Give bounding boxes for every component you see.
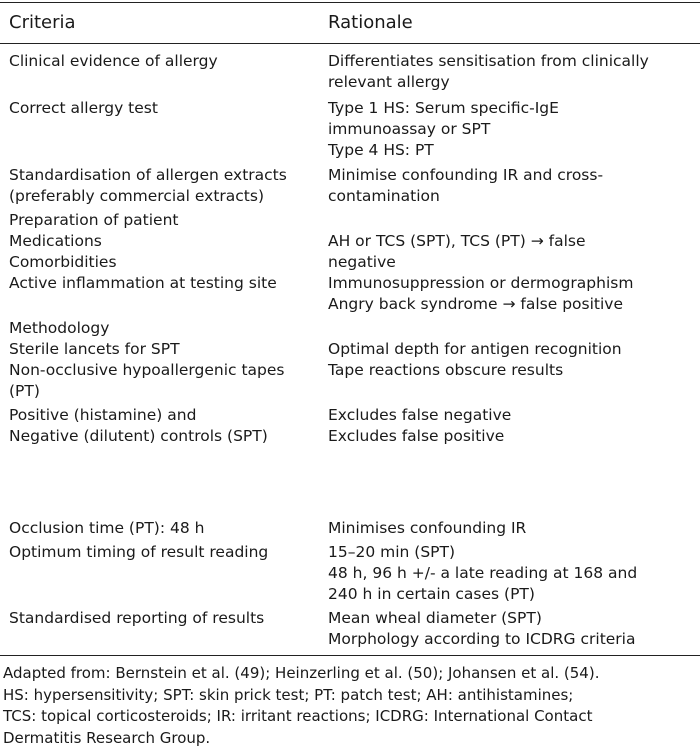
table-row-criteria: Comorbidities	[9, 253, 117, 271]
table-row-criteria: Occlusion time (PT): 48 h	[9, 519, 205, 537]
table-row-rationale: contamination	[328, 187, 440, 205]
table-row-rationale: Morphology according to ICDRG criteria	[328, 630, 636, 648]
table-row-criteria: Standardisation of allergen extracts	[9, 166, 287, 184]
footnote-line: Adapted from: Bernstein et al. (49); Heinzerling et al. (50); Johansen et al. (54).	[3, 664, 600, 682]
table-row-criteria: Correct allergy test	[9, 99, 158, 117]
table-row-rationale: Angry back syndrome → false positive	[328, 295, 623, 313]
table-row-rationale: Immunosuppression or dermographism	[328, 274, 634, 292]
table-row-rationale: Optimal depth for antigen recognition	[328, 340, 622, 358]
table-row-criteria: Sterile lancets for SPT	[9, 340, 180, 358]
table-row-rationale: Minimise confounding IR and cross-	[328, 166, 604, 184]
table-row-rationale: immunoassay or SPT	[328, 120, 491, 138]
footnote-line: HS: hypersensitivity; SPT: skin prick test; PT: patch test; AH: antihistamines;	[3, 685, 574, 704]
table-footnote	[3, 663, 699, 749]
table-row-criteria: Positive (histamine) and	[9, 406, 197, 424]
table-row-rationale: 15–20 min (SPT)	[328, 543, 456, 561]
footnote-line: Dermatitis Research Group.	[3, 728, 211, 747]
table-row-criteria: Active inflammation at testing site	[9, 274, 277, 292]
table-row-rationale: Type 4 HS: PT	[328, 141, 434, 159]
header-rationale: Rationale	[328, 12, 413, 33]
section-heading: Methodology	[9, 319, 110, 337]
table-bottom-rule	[0, 655, 700, 656]
table-row-rationale: 48 h, 96 h +/- a late reading at 168 and	[328, 564, 638, 582]
table-top-rule	[0, 2, 700, 3]
table-row-criteria: Optimum timing of result reading	[9, 543, 269, 561]
table-row-rationale: relevant allergy	[328, 73, 450, 91]
footnote-line: TCS: topical corticosteroids; IR: irritant reactions; ICDRG: International Contact	[3, 707, 593, 725]
table-row-criteria: Non-occlusive hypoallergenic tapes	[9, 361, 285, 379]
table-row-criteria: Clinical evidence of allergy	[9, 52, 218, 70]
table-row-rationale: Differentiates sensitisation from clinically	[328, 52, 649, 70]
table-header-rule	[0, 43, 700, 44]
table-row-criteria: (preferably commercial extracts)	[9, 187, 265, 205]
table-row-rationale: 240 h in certain cases (PT)	[328, 585, 535, 603]
section-heading: Preparation of patient	[9, 211, 179, 229]
table-row-rationale: negative	[328, 253, 396, 271]
header-criteria: Criteria	[9, 12, 76, 33]
table-row-rationale: Excludes false positive	[328, 427, 505, 445]
table-row-rationale: Tape reactions obscure results	[328, 361, 564, 379]
table-row-criteria: Negative (dilutent) controls (SPT)	[9, 427, 268, 445]
table-row-rationale: Mean wheal diameter (SPT)	[328, 609, 542, 627]
table-row-rationale: Type 1 HS: Serum specific-IgE	[328, 99, 559, 117]
table-row-rationale: Excludes false negative	[328, 406, 512, 424]
table-row-rationale: AH or TCS (SPT), TCS (PT) → false	[328, 232, 586, 250]
table-row-criteria: Standardised reporting of results	[9, 609, 265, 627]
table-row-criteria: Medications	[9, 232, 102, 250]
table-row-rationale: Minimises confounding IR	[328, 519, 527, 537]
table-row-criteria: (PT)	[9, 382, 40, 400]
